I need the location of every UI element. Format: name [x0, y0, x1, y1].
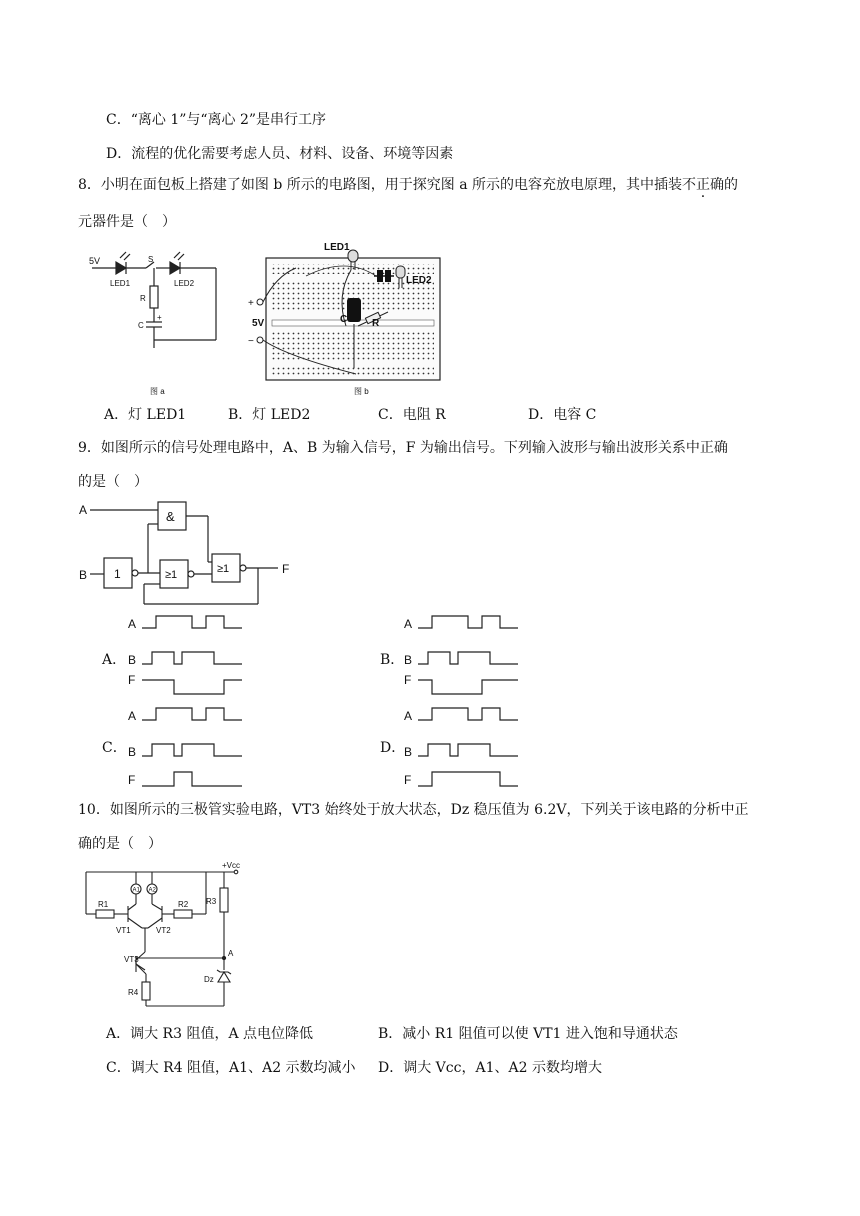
wave-b-label: B	[128, 653, 137, 667]
fig-b-minus-label: −	[248, 336, 254, 347]
fig-a-s-label: S	[148, 255, 154, 264]
q10-stem-line2: 确的是（ ）	[78, 836, 162, 852]
q9-option-c-label: C．	[102, 740, 127, 756]
fig-b-led2-label: LED2	[406, 275, 432, 286]
q10-vt3-label: VT3	[124, 955, 139, 964]
or-gate1-symbol: ≥1	[165, 569, 178, 581]
q10-dz-label: Dz	[204, 975, 214, 984]
q8-stem-line2: 元器件是（ ）	[78, 214, 176, 230]
q8-stem-emphasis: 不正确	[682, 177, 725, 193]
q9-option-a-label: A．	[102, 652, 127, 668]
q10-node-a-label: A	[228, 949, 234, 958]
fig-a-plus-label: +	[157, 313, 162, 322]
wave-b-label: B	[404, 653, 413, 667]
q9-output-f-label: F	[282, 562, 290, 576]
q9-stem-line2: 的是（ ）	[78, 474, 148, 490]
wave-f-label: F	[404, 673, 412, 687]
fig-b-5v-label: 5V	[252, 318, 265, 329]
q9-option-d-label: D．	[380, 740, 406, 756]
not-gate-symbol: 1	[114, 567, 121, 581]
fig-b-c-label: C	[340, 314, 348, 325]
wave-f-label: F	[128, 773, 136, 787]
q8-stem	[78, 175, 738, 195]
q9-waveform-option-b	[402, 612, 526, 702]
q8-option-b: B．灯 LED2	[228, 407, 311, 423]
q9-waveform-option-d	[402, 704, 526, 794]
q8-stem-post: 的	[724, 177, 739, 193]
q10-vcc-label: +Vcc	[222, 861, 241, 870]
q10-option-a: A．调大 R3 阻值，A 点电位降低	[106, 1026, 314, 1042]
q8-option-c: C．电阻 R	[378, 407, 446, 423]
q9-waveform-option-c	[126, 704, 250, 794]
q8-figure-a	[80, 248, 230, 398]
q10-stem-line1: 10．如图所示的三极管实验电路，VT3 始终处于放大状态，Dz 稳压值为 6.2V，下列关于该电路的分析中正	[78, 802, 749, 818]
q10-option-b: B．减小 R1 阻值可以使 VT1 进入饱和导通状态	[378, 1026, 678, 1042]
fig-b-led1-label: LED1	[324, 242, 350, 253]
wave-a-label: A	[404, 709, 413, 723]
fig-a-5v-label: 5V	[89, 256, 101, 266]
q10-option-c: C．调大 R4 阻值，A1、A2 示数均减小	[106, 1060, 356, 1076]
and-gate-symbol: &	[166, 509, 175, 524]
fig-b-r-label: R	[372, 318, 380, 329]
fig-a-led2-label: LED2	[174, 279, 195, 288]
wave-f-label: F	[404, 773, 412, 787]
fig-b-caption: 图 b	[354, 387, 369, 396]
q9-logic-circuit	[76, 496, 306, 608]
fig-a-caption: 图 a	[150, 387, 165, 396]
q10-r1-label: R1	[98, 900, 109, 909]
wave-a-label: A	[128, 709, 137, 723]
q10-r3-label: R3	[206, 897, 217, 906]
q10-option-d: D．调大 Vcc，A1、A2 示数均增大	[378, 1060, 602, 1076]
q10-transistor-circuit	[76, 858, 256, 1014]
wave-b-label: B	[128, 745, 137, 759]
q9-input-b-label: B	[79, 568, 88, 582]
q10-r4-label: R4	[128, 988, 139, 997]
wave-f-label: F	[128, 673, 136, 687]
fig-b-plus-label: +	[248, 298, 254, 309]
wave-a-label: A	[404, 617, 413, 631]
fig-a-r-label: R	[140, 294, 146, 303]
q10-r2-label: R2	[178, 900, 189, 909]
q9-option-b-label: B．	[380, 652, 405, 668]
wave-b-label: B	[404, 745, 413, 759]
ammeter-a1-label: A1	[132, 887, 140, 894]
q7-option-c: C．“离心 1”与“离心 2”是串行工序	[106, 112, 327, 128]
q8-stem-pre: 8．小明在面包板上搭建了如图 b 所示的电路图，用于探究图 a 所示的电容充放电原理，其中插装	[78, 177, 683, 193]
q8-figure-b	[246, 236, 446, 398]
q9-input-a-label: A	[79, 503, 88, 517]
ammeter-a2-label: A2	[148, 887, 156, 894]
fig-a-c-label: C	[138, 321, 144, 330]
q8-option-d: D．电容 C	[528, 407, 597, 423]
q10-vt1-label: VT1	[116, 926, 131, 935]
q9-waveform-option-a	[126, 612, 250, 702]
q9-stem-line1: 9．如图所示的信号处理电路中，A、B 为输入信号，F 为输出信号。下列输入波形与输出波形关系中正确	[78, 440, 728, 456]
q10-vt2-label: VT2	[156, 926, 171, 935]
q8-option-a: A．灯 LED1	[104, 407, 187, 423]
q7-option-d: D．流程的优化需要考虑人员、材料、设备、环境等因素	[106, 146, 454, 162]
wave-a-label: A	[128, 617, 137, 631]
or-gate2-symbol: ≥1	[217, 563, 230, 575]
fig-a-led1-label: LED1	[110, 279, 131, 288]
